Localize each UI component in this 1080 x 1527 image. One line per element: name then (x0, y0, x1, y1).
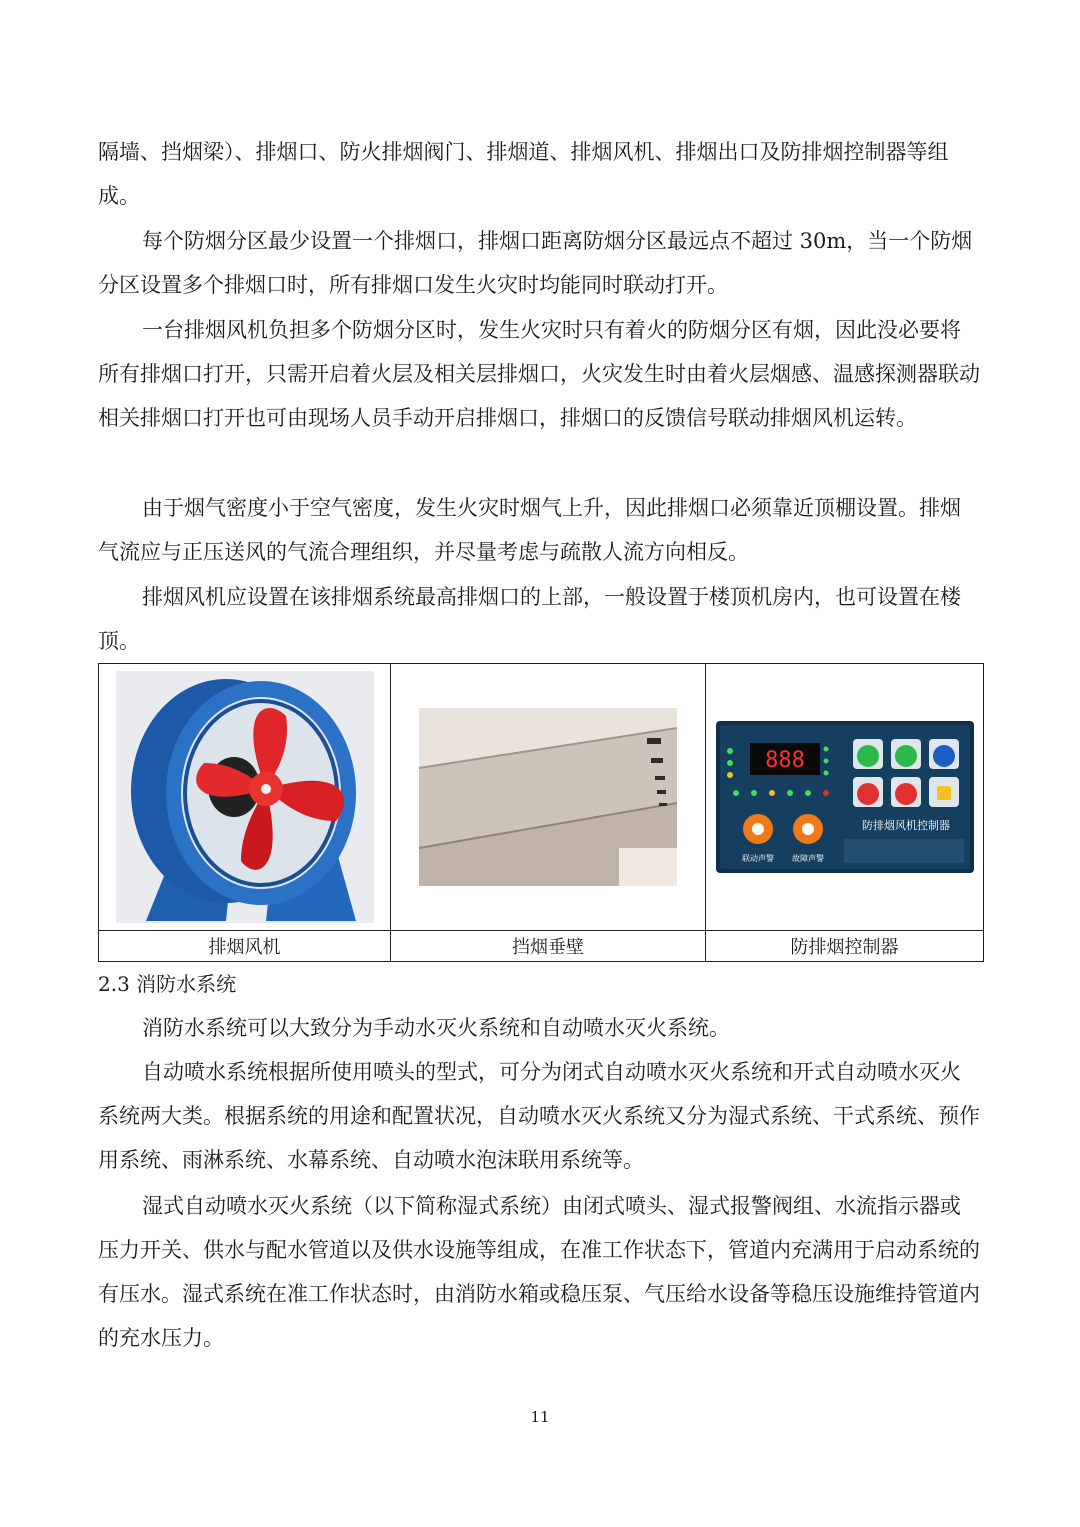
paragraph: 排烟风机应设置在该排烟系统最高排烟口的上部，一般设置于楼顶机房内，也可设置在楼顶。 (98, 585, 961, 653)
figure-table (98, 663, 984, 962)
smoke-curtain-image (419, 708, 677, 886)
page-number: 11 (530, 1408, 550, 1426)
figure-caption: 排烟风机 (99, 931, 391, 962)
controller-display: 888 (764, 748, 805, 773)
controller-title: 防排烟风机控制器 (861, 819, 950, 832)
section-heading: 2.3 消防水系统 (98, 972, 237, 996)
figure-cell-curtain (391, 664, 706, 931)
knob-label: 故障声警 (791, 854, 824, 863)
paragraph: 由于烟气密度小于空气密度，发生火灾时烟气上升，因此排烟口必须靠近顶棚设置。排烟气流应与正压送风的气流合理组织，并尽量考虑与疏散人流方向相反。 (98, 496, 961, 564)
paragraph: 自动喷水系统根据所使用喷头的型式，可分为闭式自动喷水灭火系统和开式自动喷水灭火系统两大类。根据系统的用途和配置状况，自动喷水灭火系统又分为湿式系统、干式系统、预作用系统、雨淋系统、水幕系统、自动喷水泡沫联用系统等。 (98, 1060, 980, 1172)
paragraph: 湿式自动喷水灭火系统（以下简称湿式系统）由闭式喷头、湿式报警阀组、水流指示器或压力开关、供水与配水管道以及供水设施等组成，在准工作状态下，管道内充满用于启动系统的有压水。湿式系统在准工作状态时，由消防水箱或稳压泵、气压给水设备等稳压设施维持管道内的充水压力。 (98, 1194, 980, 1350)
paragraph: 一台排烟风机负担多个防烟分区时，发生火灾时只有着火的防烟分区有烟，因此没必要将所有排烟口打开，只需开启着火层及相关层排烟口，火灾发生时由着火层烟感、温感探测器联动相关排烟口打开也可由现场人员手动开启排烟口，排烟口的反馈信号联动排烟风机运转。 (98, 318, 980, 430)
smoke-exhaust-fan-image (116, 671, 374, 923)
figure-caption: 防排烟控制器 (706, 931, 984, 962)
paragraph: 每个防烟分区最少设置一个排烟口，排烟口距离防烟分区最远点不超过 30m，当一个防烟分区设置多个排烟口时，所有排烟口发生火灾时均能同时联动打开。 (98, 229, 973, 297)
figure-caption: 挡烟垂壁 (391, 931, 706, 962)
figure-cell-controller (706, 664, 984, 931)
knob-label: 联动声警 (741, 854, 774, 863)
paragraph: 消防水系统可以大致分为手动水灭火系统和自动喷水灭火系统。 (142, 1016, 730, 1040)
figure-cell-fan (99, 664, 391, 931)
smoke-controller-image (716, 721, 974, 873)
paragraph: 隔墙、挡烟梁）、排烟口、防火排烟阀门、排烟道、排烟风机、排烟出口及防排烟控制器等组成。 (98, 140, 949, 208)
